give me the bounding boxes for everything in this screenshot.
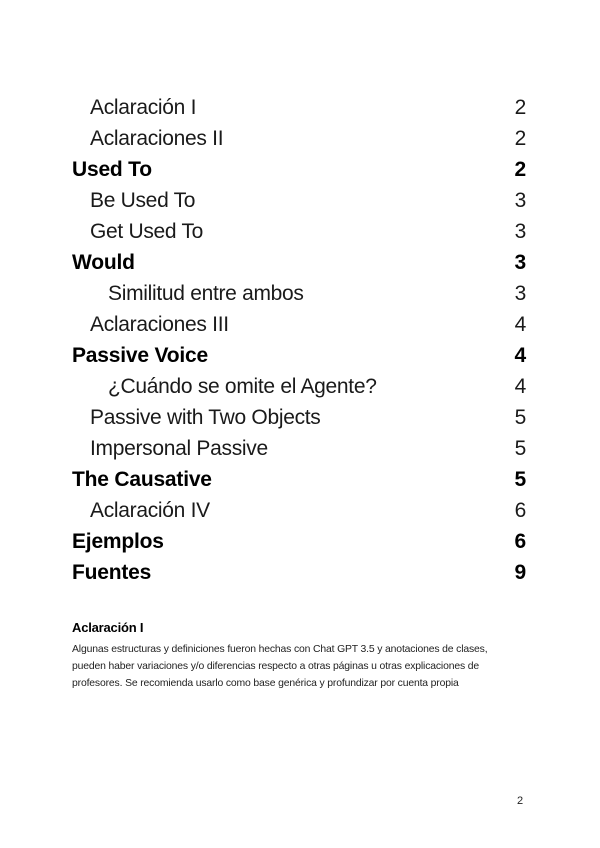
- note-line: pueden haber variaciones y/o diferencias respecto a otras páginas u otras explicaciones de: [72, 661, 480, 672]
- toc-entry-title: Be Used To: [90, 189, 196, 212]
- toc-entry-title: Used To: [72, 158, 152, 181]
- toc-entry-title: Ejemplos: [72, 530, 164, 553]
- toc-entry-get-used-to[interactable]: [72, 216, 526, 247]
- toc-entry-title: Aclaraciones III: [90, 313, 229, 336]
- toc-entry-page: 5: [514, 437, 526, 460]
- toc-entry-page: 3: [514, 251, 526, 274]
- toc-entry-title: Aclaraciones II: [90, 127, 224, 150]
- toc-entry-title: Fuentes: [72, 561, 152, 584]
- toc-entry-aclaracion-i[interactable]: [72, 92, 526, 123]
- toc-entry-title: Would: [72, 251, 135, 274]
- note-line: profesores. Se recomienda usarlo como base genérica y profundizar por cuenta propia: [72, 678, 459, 689]
- toc-entry-title: ¿Cuándo se omite el Agente?: [108, 375, 377, 398]
- toc-entry-title: Passive Voice: [72, 344, 208, 367]
- toc-entry-page: 6: [514, 499, 526, 522]
- toc-entry-page: 4: [514, 375, 526, 398]
- toc-entry-title: The Causative: [72, 468, 212, 491]
- toc-entry-title: Aclaración IV: [90, 499, 210, 522]
- toc-entry-aclaraciones-ii[interactable]: [72, 123, 526, 154]
- toc-entry-page: 4: [514, 313, 526, 336]
- toc-entry-page: 5: [514, 406, 526, 429]
- note-heading: Aclaración I: [72, 620, 144, 635]
- toc-entry-page: 3: [514, 282, 526, 305]
- toc-entry-aclaracion-iv[interactable]: [72, 495, 526, 526]
- clarification-note: [72, 620, 528, 692]
- toc-entry-page: 2: [514, 96, 526, 119]
- toc-entry-page: 2: [514, 127, 526, 150]
- toc-entry-ejemplos[interactable]: [72, 526, 526, 557]
- toc-entry-page: 4: [514, 344, 526, 367]
- toc-entry-passive-voice[interactable]: [72, 340, 526, 371]
- toc-entry-similitud-entre-ambos[interactable]: [72, 278, 526, 309]
- toc-entry-aclaraciones-iii[interactable]: [72, 309, 526, 340]
- toc-entry-passive-with-two-objects[interactable]: [72, 402, 526, 433]
- toc-entry-page: 2: [514, 158, 526, 181]
- toc-entry-cuando-se-omite-el-agente[interactable]: [72, 371, 526, 402]
- toc-entry-title: Similitud entre ambos: [108, 282, 304, 305]
- note-line: Algunas estructuras y definiciones fueron hechas con Chat GPT 3.5 y anotaciones de clases,: [72, 644, 488, 655]
- page-number: 2: [517, 795, 524, 807]
- toc-entry-would[interactable]: [72, 247, 526, 278]
- toc-entry-fuentes[interactable]: [72, 557, 526, 588]
- toc-entry-impersonal-passive[interactable]: [72, 433, 526, 464]
- toc-entry-page: 6: [514, 530, 526, 553]
- toc-entry-page: 3: [514, 189, 526, 212]
- toc-entry-title: Passive with Two Objects: [90, 406, 321, 429]
- toc-entry-title: Get Used To: [90, 220, 204, 243]
- toc-entry-be-used-to[interactable]: [72, 185, 526, 216]
- toc-entry-page: 9: [514, 561, 526, 584]
- toc-entry-page: 5: [514, 468, 526, 491]
- toc-entry-title: Aclaración I: [90, 96, 197, 119]
- toc-entry-page: 3: [514, 220, 526, 243]
- toc-entry-the-causative[interactable]: [72, 464, 526, 495]
- table-of-contents: [72, 92, 526, 588]
- toc-entry-used-to[interactable]: [72, 154, 526, 185]
- toc-entry-title: Impersonal Passive: [90, 437, 268, 460]
